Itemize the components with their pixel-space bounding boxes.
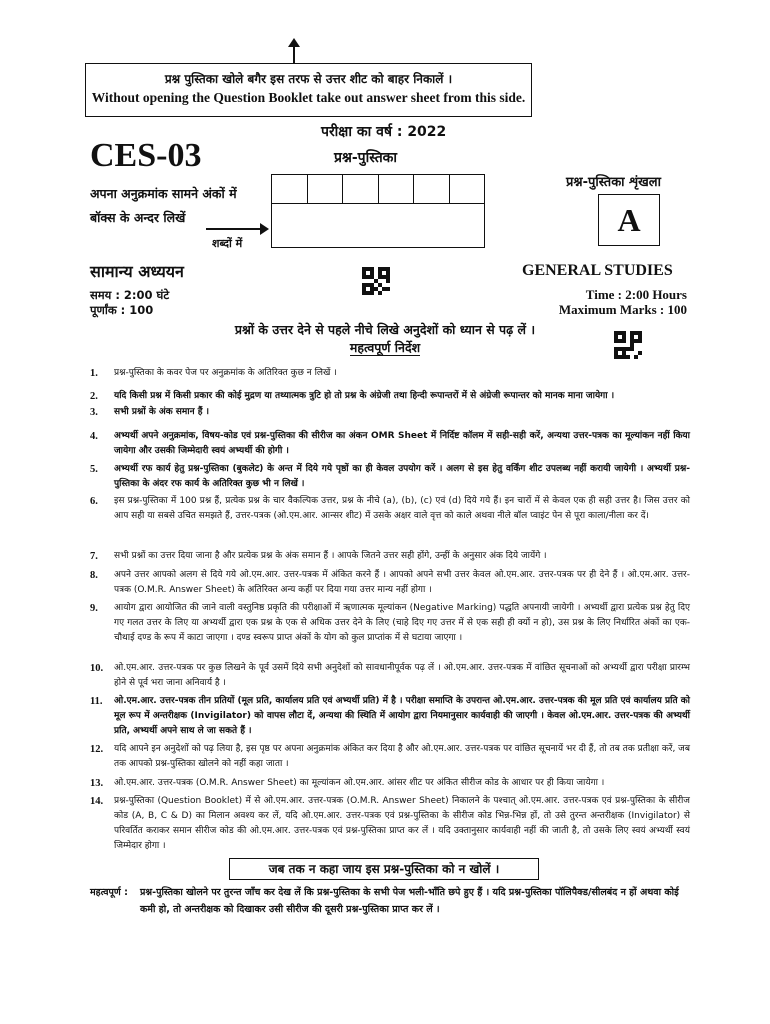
instruction-text: ओ.एम.आर. उत्तर-पत्रक पर कुछ लिखने के पूर्व उसमें दिये सभी अनुदेशों को सावधानीपूर्वक पढ़ लें । ओ.एम.आर. उत्तर-पत्रक में वांछित सूचनाओं को अभ्यर्थी द्वारा परीक्षा प्रारम्भ होने से पूर्व भरा जाना अनिवार्य है । xyxy=(114,663,690,688)
exam-year: परीक्षा का वर्ष : 2022 xyxy=(321,124,447,140)
time-english: Time : 2:00 Hours xyxy=(585,287,687,302)
in-words-label: शब्दों में xyxy=(212,237,243,250)
roll-digit-box[interactable] xyxy=(450,175,485,203)
answer-sheet-notice-box xyxy=(85,63,532,117)
pull-arrow-icon xyxy=(288,38,300,47)
instruction-number: 11. xyxy=(90,696,103,707)
instruction-item xyxy=(90,568,690,598)
duration-marks-hindi xyxy=(90,288,169,318)
instruction-item xyxy=(90,742,690,772)
instruction-item xyxy=(90,601,690,646)
booklet-label: प्रश्न-पुस्तिका xyxy=(334,150,398,166)
instruction-item xyxy=(90,429,690,459)
instruction-text: अभ्यर्थी रफ कार्य हेतु प्रश्न-पुस्तिका (बुकलेट) के अन्त में दिये गये पृष्ठों का ही केवल उपयोग करें । अलग से इस हेतु वर्किंग शीट उपलब्ध नहीं करायी जायेगी । अभ्यर्थी प्रश्न-पुस्तिका के अंदर रफ कार्य के अतिरिक्त कुछ भी न लिखें । xyxy=(114,464,690,489)
instruction-text: आयोग द्वारा आयोजित की जाने वाली वस्तुनिष्ठ प्रकृति की परीक्षाओं में ऋणात्मक मूल्यांकन (Negative Marking) पद्धति अपनायी जायेगी । अभ्यर्थी द्वारा प्रत्येक प्रश्न हेतु दिए गए गलत उत्तर के लिए या अभ्यर्थी द्वारा एक प्रश्न के एक से अधिक उत्तर देने के लिए (चाहे दिए गए उत्तर में से एक सही ही क्यों न हो), उस प्रश्न के लिए निर्धारित अंकों का एक-चौथाई दण्ड के रूप में काटा जाएगा । दण्ड स्वरूप प्राप्त अंकों के योग को कुल प्राप्तांक में से घटाया जाएगा । xyxy=(114,603,690,643)
roll-digit-box[interactable] xyxy=(379,175,415,203)
duration-marks-english xyxy=(540,287,687,317)
instruction-number: 8. xyxy=(90,570,98,581)
instruction-item xyxy=(90,661,690,691)
instruction-text: सभी प्रश्नों का उत्तर दिया जाना है और प्रत्येक प्रश्न के अंक समान हैं । आपके जितने उत्तर सही होंगे, उन्हीं के अनुसार अंक दिये जायेंगे । xyxy=(114,551,547,561)
instruction-number: 4. xyxy=(90,431,98,442)
subject-english: GENERAL STUDIES xyxy=(522,262,673,279)
instruction-text: अभ्यर्थी अपने अनुक्रमांक, विषय-कोड एवं प्रश्न-पुस्तिका की सीरीज का अंकन OMR Sheet में निर्दिष्ट कॉलम में सही-सही करें, अन्यथा उत्तर-पत्रक का मूल्यांकन नहीं किया जायेगा और उसकी जिम्मेदारी स्वयं अभ्यर्थी की होगी । xyxy=(114,431,690,456)
instruction-text: ओ.एम.आर. उत्तर-पत्रक (O.M.R. Answer Sheet) का मूल्यांकन ओ.एम.आर. आंसर शीट पर अंकित सीरीज कोड के आधार पर ही किया जायेगा । xyxy=(114,778,605,788)
marks-english: Maximum Marks : 100 xyxy=(558,302,687,317)
instruction-item xyxy=(90,694,690,739)
instruction-item xyxy=(90,549,690,564)
instruction-item xyxy=(90,366,690,381)
instruction-number: 5. xyxy=(90,464,98,475)
time-hindi: समय : 2:00 घंटे xyxy=(90,288,170,302)
instructions-heading-text: महत्वपूर्ण निर्देश xyxy=(349,340,421,355)
instruction-text: यदि किसी प्रश्न में किसी प्रकार की कोई मुद्रण या तथ्यात्मक त्रुटि हो तो प्रश्न के अंग्रेजी तथा हिन्दी रूपान्तरों में से अंग्रेजी रूपान्तर को मानक माना जायेगा । xyxy=(114,391,615,401)
instruction-text: सभी प्रश्नों के अंक समान हैं । xyxy=(114,407,210,417)
instruction-number: 7. xyxy=(90,551,98,562)
roll-arrow-shaft xyxy=(206,228,262,230)
instruction-text: प्रश्न-पुस्तिका (Question Booklet) में से ओ.एम.आर. उत्तर-पत्रक (O.M.R. Answer Sheet) निकालने के पश्चात् ओ.एम.आर. उत्तर-पत्रक एवं प्रश्न-पुस्तिका के सीरीज कोड (A, B, C & D) का मिलान अवश्य कर लें, यदि ओ.एम.आर. उत्तर-पत्रक एवं प्रश्न-पुस्तिका के सीरीज कोड भिन्न-भिन्न हों, तो उसे तुरन्त अन्तरीक्षक (Invigilator) से परिवर्तित कराकर समान सीरीज कोड की ओ.एम.आर. उत्तर-पत्रक एवं प्रश्न-पुस्तिका प्राप्त कर लें । यदि उक्तानुसार कार्यवाही नहीं की जाती है, तो उसके लिए स्वयं अभ्यर्थी स्वयं जिम्मेदार होगा । xyxy=(114,796,690,851)
instruction-number: 12. xyxy=(90,744,104,755)
instruction-number: 14. xyxy=(90,796,104,807)
qr-code-icon xyxy=(362,267,390,295)
roll-digit-box[interactable] xyxy=(414,175,450,203)
instruction-item xyxy=(90,389,690,404)
instruction-item xyxy=(90,794,690,854)
instruction-number: 3. xyxy=(90,407,98,418)
instruction-item xyxy=(90,776,690,791)
roll-digit-box[interactable] xyxy=(343,175,379,203)
qr-code-icon xyxy=(614,331,642,359)
pull-arrow-shaft xyxy=(293,44,295,64)
roll-number-digit-boxes[interactable] xyxy=(271,174,485,204)
instruction-text: अपने उत्तर आपको अलग से दिये गये ओ.एम.आर. उत्तर-पत्रक में अंकित करने हैं । आपको अपने सभी उत्तर केवल ओ.एम.आर. उत्तर-पत्रक पर ही देने हैं । ओ.एम.आर. उत्तर-पत्रक (O.M.R. Answer Sheet) के अतिरिक्त अन्य कहीं पर दिया गया उत्तर मान्य नहीं होगा । xyxy=(114,570,690,595)
instruction-number: 10. xyxy=(90,663,104,674)
roll-number-words-box[interactable] xyxy=(271,203,485,248)
instruction-number: 9. xyxy=(90,603,98,614)
instruction-text: इस प्रश्न-पुस्तिका में 100 प्रश्न हैं, प्रत्येक प्रश्न के चार वैकल्पिक उत्तर, प्रश्न के नीचे (a), (b), (c) एवं (d) दिये गये हैं। इन चारों में से केवल एक ही सही उत्तर है। जिस उत्तर को आप सही या सबसे उचित समझते हैं, उत्तर-पत्रक (ओ.एम.आर. आन्सर शीट) में उसके अक्षर वाले वृत्त को काले अथवा नीले बॉल प्वाइंट पेन से पूरा काला/नीला कर दें। xyxy=(114,496,690,521)
instruction-item xyxy=(90,405,690,420)
instruction-text: प्रश्न-पुस्तिका के कवर पेज पर अनुक्रमांक के अतिरिक्त कुछ न लिखें । xyxy=(114,368,337,378)
arrow-right-icon xyxy=(260,223,269,235)
instruction-number: 6. xyxy=(90,496,98,507)
read-instructions-note: प्रश्नों के उत्तर देने से पहले नीचे लिखे अनुदेशों को ध्यान से पढ़ लें । xyxy=(234,322,536,337)
notice-english: Without opening the Question Booklet take out answer sheet from this side. xyxy=(91,90,526,105)
marks-hindi: पूर्णांक : 100 xyxy=(90,303,154,317)
important-note-text: प्रश्न-पुस्तिका खोलने पर तुरन्त जाँच कर देख लें कि प्रश्न-पुस्तिका के सभी पेज भली-भाँति छपे हुए हैं । यदि प्रश्न-पुस्तिका पॉलिपैक्ड/सीलबंद न हों अथवा कोई कमी हो, तो अन्तरीक्षक को दिखाकर उसी सीरीज की दूसरी प्रश्न-पुस्तिका प्राप्त कर लें । xyxy=(140,887,679,915)
important-note xyxy=(90,884,690,918)
instruction-text: यदि आपने इन अनुदेशों को पढ़ लिया है, इस पृष्ठ पर अपना अनुक्रमांक अंकित कर दिया है और ओ.एम.आर. उत्तर-पत्रक पर वांछित सूचनायें भर दी हैं, तो तब तक प्रतीक्षा करें, जब तक आपको प्रश्न-पुस्तिका खोलने को नहीं कहा जाता । xyxy=(114,744,690,769)
do-not-open-notice: जब तक न कहा जाय इस प्रश्न-पुस्तिका को न खोलें । xyxy=(229,858,539,880)
roll-number-label: अपना अनुक्रमांक सामने अंकों में बॉक्स के अन्दर लिखें xyxy=(90,186,237,225)
paper-code: CES-03 xyxy=(90,137,202,174)
series-label: प्रश्न-पुस्तिका शृंखला xyxy=(566,175,661,190)
instruction-item xyxy=(90,494,690,524)
important-note-label: महत्वपूर्ण : xyxy=(90,887,128,898)
notice-hindi: प्रश्न पुस्तिका खोले बगैर इस तरफ से उत्तर शीट को बाहर निकालें । xyxy=(164,72,453,86)
subject-hindi: सामान्य अध्ययन xyxy=(90,262,184,281)
roll-digit-box[interactable] xyxy=(308,175,344,203)
instruction-item xyxy=(90,462,690,492)
instruction-number: 13. xyxy=(90,778,104,789)
instruction-number: 1. xyxy=(90,368,98,379)
instructions-heading xyxy=(0,339,770,356)
instruction-text: ओ.एम.आर. उत्तर-पत्रक तीन प्रतियों (मूल प्रति, कार्यालय प्रति एवं अभ्यर्थी प्रति) में है । परीक्षा समाप्ति के उपरान्त ओ.एम.आर. उत्तर-पत्रक की मूल प्रति एवं कार्यालय प्रति को मूल रूप में अन्तरीक्षक (Invigilator) को वापस लौटा दें, अन्यथा की स्थिति में आयोग द्वारा नियमानुसार कार्यवाही की जाएगी । केवल ओ.एम.आर. उत्तर-पत्रक की अभ्यर्थी प्रति, अभ्यर्थी अपने साथ ले जा सकते हैं । xyxy=(114,696,690,736)
instruction-number: 2. xyxy=(90,391,98,402)
series-value: A xyxy=(598,194,660,246)
roll-digit-box[interactable] xyxy=(272,175,308,203)
